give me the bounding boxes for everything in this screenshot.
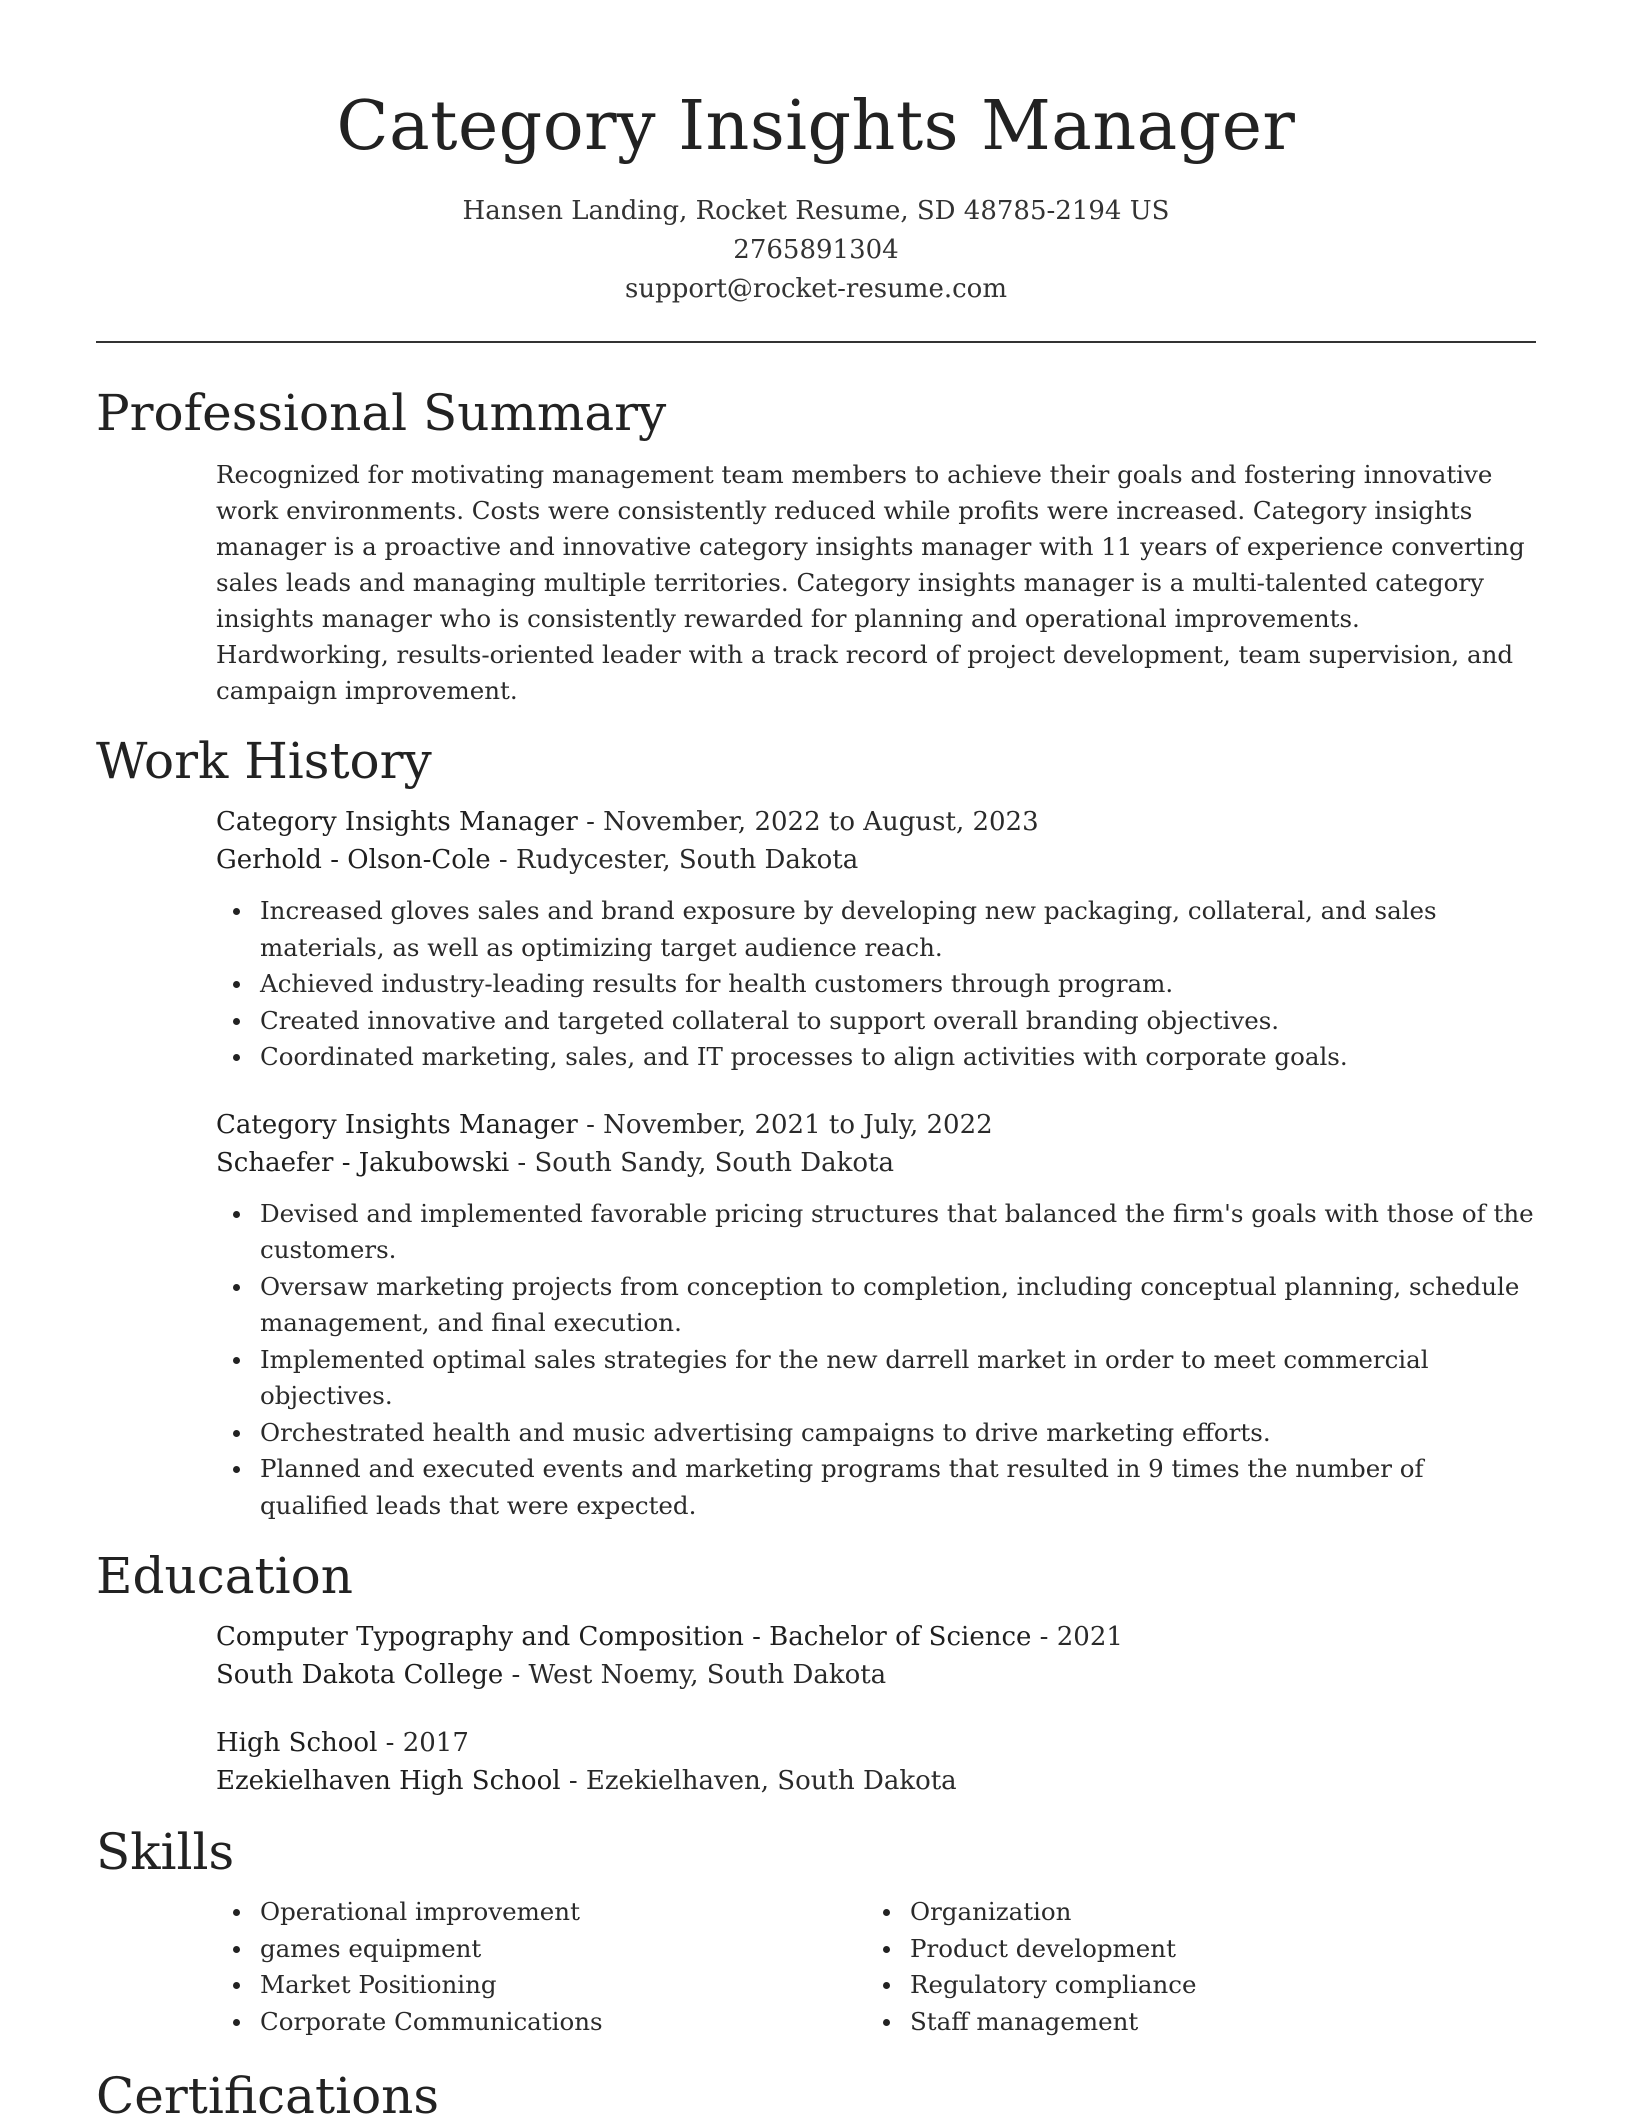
summary-body bbox=[216, 457, 1536, 709]
list-item: Product development bbox=[910, 1931, 1516, 1968]
job-company-line bbox=[216, 841, 1536, 879]
summary-text: Recognized for motivating management team members to achieve their goals and fostering innovative work environments. Costs were consistently reduced while profits were increased. Category insights manager is a proactive and innovative category insights manager with 11 years of experience converting sales leads and managing multiple territories. Category insights manager is a multi-talented category insights manager who is consistently rewarded for planning and operational improvements. Hardworking, results-oriented leader with a track record of project development, team supervision, and campaign improvement. bbox=[216, 460, 1525, 705]
work-section bbox=[96, 731, 1536, 1524]
degree-line bbox=[216, 1724, 1536, 1762]
job-dates: - November, 2022 to August, 2023 bbox=[577, 807, 1039, 837]
school-location: - Ezekielhaven, South Dakota bbox=[560, 1766, 957, 1796]
resume-title: Category Insights Manager bbox=[336, 87, 1296, 166]
job-title: Category Insights Manager bbox=[216, 807, 578, 837]
list-item: games equipment bbox=[260, 1931, 866, 1968]
list-item: Planned and executed events and marketing programs that resulted in 9 times the number of qualified leads that were expected. bbox=[260, 1451, 1536, 1524]
summary-section bbox=[96, 383, 1536, 709]
skills-grid bbox=[216, 1882, 1536, 2040]
list-item: Increased gloves sales and brand exposure by developing new packaging, collateral, and sales materials, as well as optimizing target audience reach. bbox=[260, 893, 1536, 966]
skills-heading: Skills bbox=[96, 1823, 235, 1881]
contact-phone: 2765891304 bbox=[733, 235, 899, 265]
degree: Computer Typography and Composition - Bachelor of Science bbox=[216, 1622, 1032, 1652]
list-item: Staff management bbox=[910, 2004, 1516, 2041]
school-location: - West Noemy, South Dakota bbox=[503, 1660, 887, 1690]
certifications-section bbox=[96, 2066, 1536, 2126]
list-item: Created innovative and targeted collateral to support overall branding objectives. bbox=[260, 1003, 1536, 1040]
list-item: Oversaw marketing projects from conception to completion, including conceptual planning, schedule management, and final execution. bbox=[260, 1269, 1536, 1342]
degree-year: - 2021 bbox=[1031, 1622, 1123, 1652]
skills-list bbox=[866, 1894, 1516, 2040]
degree: High School bbox=[216, 1728, 378, 1758]
job-title: Category Insights Manager bbox=[216, 1109, 578, 1140]
list-item: Organization bbox=[910, 1894, 1516, 1931]
job-entry bbox=[216, 1106, 1536, 1525]
skills-column-left bbox=[216, 1882, 866, 2040]
header-divider bbox=[96, 341, 1536, 343]
list-item: Orchestrated health and music advertising campaigns to drive marketing efforts. bbox=[260, 1415, 1536, 1452]
list-item: Regulatory compliance bbox=[910, 1967, 1516, 2004]
school-line bbox=[216, 1762, 1536, 1800]
job-title-line bbox=[216, 1106, 1536, 1144]
list-item: Devised and implemented favorable pricing structures that balanced the firm's goals with those of the customers. bbox=[260, 1196, 1536, 1269]
skills-section bbox=[96, 1822, 1536, 2040]
job-location: - South Sandy, South Dakota bbox=[509, 1147, 894, 1178]
list-item: Achieved industry-leading results for health customers through program. bbox=[260, 966, 1536, 1003]
summary-heading: Professional Summary bbox=[96, 384, 667, 442]
contact-email: support@rocket-resume.com bbox=[624, 274, 1007, 304]
job-company-line bbox=[216, 1144, 1536, 1182]
education-section bbox=[96, 1546, 1536, 1800]
school-name: South Dakota College bbox=[216, 1660, 504, 1690]
contact-block bbox=[96, 192, 1536, 309]
resume-page bbox=[96, 0, 1536, 2126]
job-dates: - November, 2021 to July, 2022 bbox=[577, 1109, 993, 1140]
work-heading: Work History bbox=[96, 732, 432, 790]
list-item: Market Positioning bbox=[260, 1967, 866, 2004]
education-entry bbox=[216, 1724, 1536, 1800]
job-location: - Rudycester, South Dakota bbox=[490, 845, 859, 875]
skills-list bbox=[216, 1894, 866, 2040]
job-bullets bbox=[216, 1196, 1536, 1525]
school-line bbox=[216, 1656, 1536, 1694]
job-company: Schaefer - Jakubowski bbox=[216, 1147, 510, 1178]
job-entry bbox=[216, 803, 1536, 1076]
degree-year: - 2017 bbox=[377, 1728, 469, 1758]
contact-address: Hansen Landing, Rocket Resume, SD 48785-2194 US bbox=[462, 196, 1170, 226]
certifications-heading: Certifications bbox=[96, 2067, 440, 2125]
list-item: Coordinated marketing, sales, and IT processes to align activities with corporate goals. bbox=[260, 1039, 1536, 1076]
education-entry bbox=[216, 1618, 1536, 1694]
job-company: Gerhold - Olson-Cole bbox=[216, 845, 491, 875]
list-item: Operational improvement bbox=[260, 1894, 866, 1931]
skills-column-right bbox=[866, 1882, 1516, 2040]
list-item: Implemented optimal sales strategies for the new darrell market in order to meet commercial objectives. bbox=[260, 1342, 1536, 1415]
education-heading: Education bbox=[96, 1547, 353, 1605]
job-bullets bbox=[216, 893, 1536, 1076]
school-name: Ezekielhaven High School bbox=[216, 1766, 561, 1796]
list-item: Corporate Communications bbox=[260, 2004, 866, 2041]
job-title-line bbox=[216, 803, 1536, 841]
degree-line bbox=[216, 1618, 1536, 1656]
